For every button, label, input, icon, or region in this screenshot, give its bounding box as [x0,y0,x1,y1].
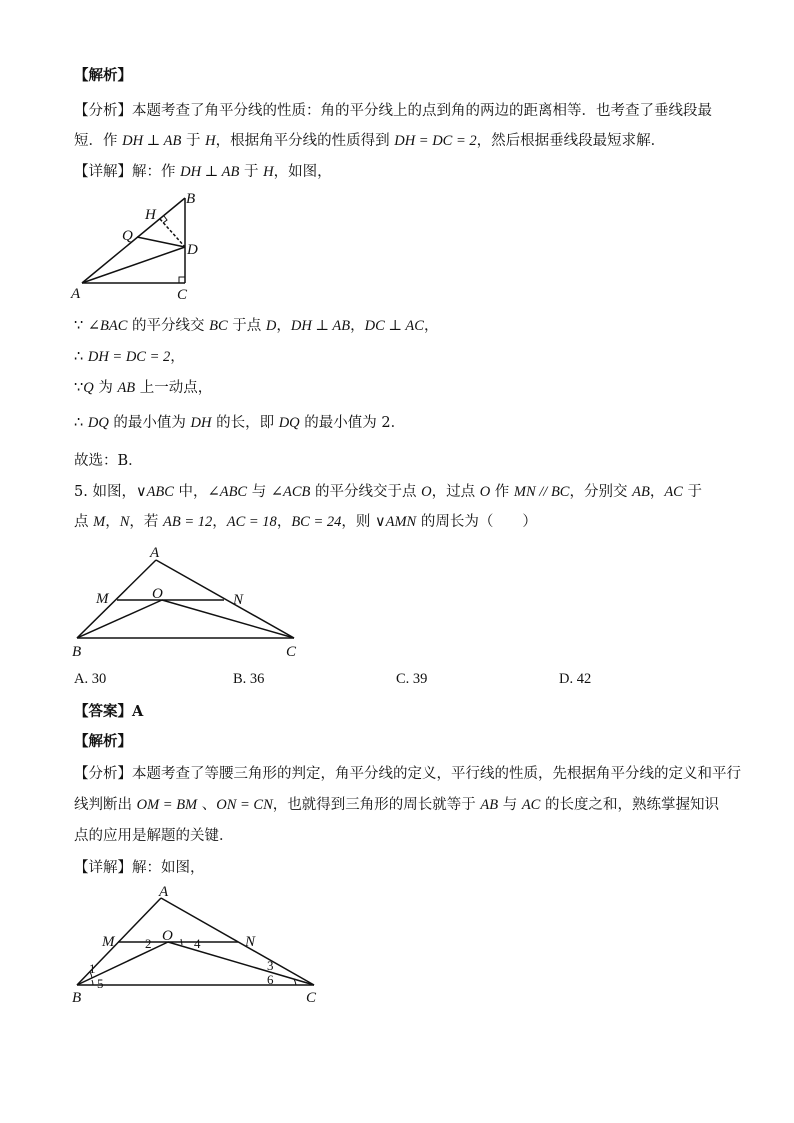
fig3-label-c: C [306,990,317,1006]
option-a: A. 30 [74,671,107,687]
q4-step4: ∴ DQ 的最小值为 DH 的长，即 DQ 的最小值为 2． [74,415,406,431]
fig3-line-oc [168,942,314,985]
fig3-angle-4: 4 [194,936,201,951]
fig2-label-c: C [286,644,297,660]
fig3-angle-2: 2 [145,936,152,951]
q4-step2: ∴ DH = DC = 2， [74,349,185,365]
fig3-label-m: M [102,934,115,950]
fig1-label-b: B [186,191,196,207]
jiexi-heading-q4: 【解析】 [74,67,132,84]
fig1-label-a: A [71,286,81,302]
q4-analysis-line1: 【分析】本题考查了角平分线的性质：角的平分线上的点到角的两边的距离相等．也考查了垂线段最 [74,103,712,119]
option-c: C. 39 [396,671,428,687]
fig1-label-c: C [177,287,188,303]
fig2-label-n: N [233,592,244,608]
fig3-tick-mark [181,939,182,945]
fig3-angle-1: 1 [89,961,96,976]
q5-analysis-line2: 线判断出 OM = BM 、ON = CN，也就得到三角形的周长就等于 AB 与 AC 的长度之和，熟练掌握知识 [74,797,719,813]
fig3-angle-6: 6 [267,972,274,987]
q4-analysis-line2: 短．作 DH ⊥ AB 于 H，根据角平分线的性质得到 DH = DC = 2，然后根据垂线段最短求解． [74,133,666,149]
fig3-label-a: A [159,884,169,900]
fig1-label-d: D [187,242,198,258]
q5-answer: 【答案】A [74,703,144,720]
fig3-label-o: O [162,928,173,944]
fig3-label-b: B [72,990,82,1006]
q5-detail-line: 【详解】解：如图， [74,860,205,876]
fig3-angle-3: 3 [267,958,274,973]
q4-choice: 故选：B． [74,453,143,469]
fig2-label-b: B [72,644,82,660]
jiexi-heading-q5: 【解析】 [74,733,132,750]
fig3-angle-5: 5 [97,976,104,991]
fig2-label-o: O [152,586,163,602]
q5-stem-line2: 点 M，N，若 AB = 12，AC = 18，BC = 24，则 ∨AMN 的周长为（ ） [74,514,537,530]
option-b: B. 36 [233,671,265,687]
fig1-label-q: Q [122,228,133,244]
fig2-label-m: M [96,591,109,607]
fig2-label-a: A [150,545,160,561]
q4-detail-line: 【详解】解：作 DH ⊥ AB 于 H，如图， [74,164,332,180]
option-d: D. 42 [559,671,592,687]
q5-analysis-line1: 【分析】本题考查了等腰三角形的判定，角平分线的定义，平行线的性质，先根据角平分线的定义和平行 [74,766,741,782]
fig3-label-n: N [245,934,256,950]
q5-stem-line1: 5. 如图，∨ABC 中，∠ABC 与 ∠ACB 的平分线交于点 O，过点 O 作 MN // BC，分别交 AB，AC 于 [74,484,702,500]
fig1-label-h: H [145,207,156,223]
q4-step1: ∵ ∠BAC 的平分线交 BC 于点 D，DH ⊥ AB，DC ⊥ AC， [74,318,439,334]
q5-analysis-line3: 点的应用是解题的关键． [74,828,234,844]
q4-step3: ∵Q 为 AB 上一动点， [74,380,213,396]
